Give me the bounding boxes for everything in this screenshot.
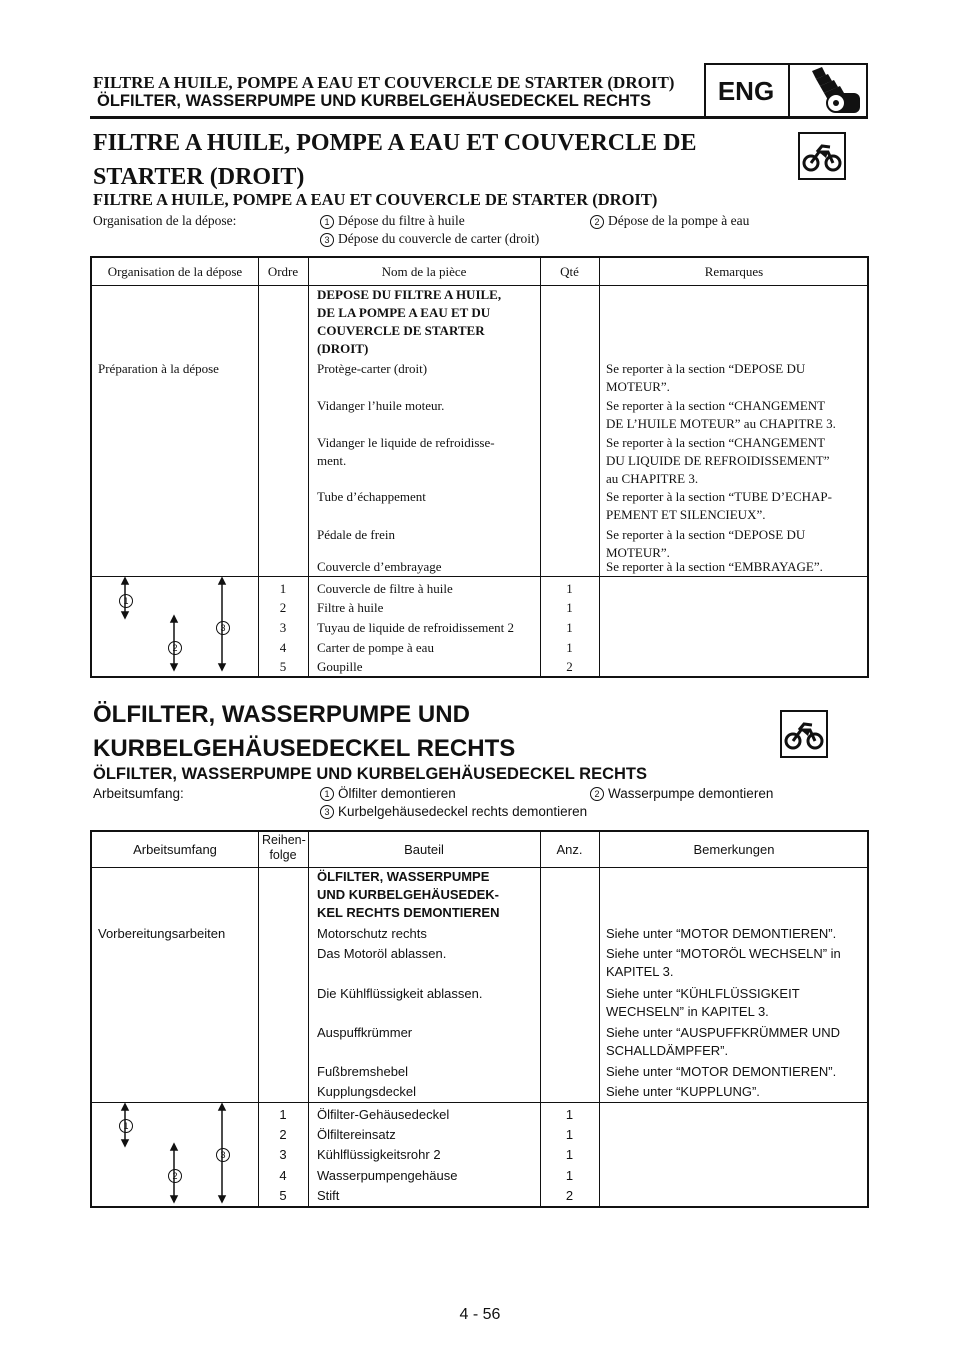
prep-item-remark: Siehe unter “AUSPUFFKRÜMMER UND SCHALLDÄMPFER”. [606, 1025, 841, 1058]
prep-item-remark: Se reporter à la section “CHANGEMENT DE L’HUILE MOTEUR” au CHAPITRE 3. [606, 398, 836, 431]
column-header: Reihen-folge [262, 833, 306, 862]
column-header: Bauteil [404, 842, 444, 857]
prep-item-remark: Siehe unter “MOTOR DEMONTIEREN”. [606, 926, 837, 941]
subtitle-de: ÖLFILTER, WASSERPUMPE UND KURBELGEHÄUSEDECKEL RECHTS [93, 765, 648, 783]
engine-icon [792, 65, 866, 117]
step-1-de [320, 786, 456, 801]
prep-item-name: Das Motoröl ablassen. [317, 946, 447, 961]
prep-item-name: Tube d’échappement [317, 489, 426, 504]
step-marker: 3 [216, 621, 230, 635]
org-label-de: Arbeitsumfang: [93, 786, 184, 801]
running-header-fr: FILTRE A HUILE, POMPE A EAU ET COUVERCLE DE STARTER (DROIT) [93, 73, 675, 92]
prep-item-name: Vidanger l’huile moteur. [317, 398, 445, 413]
step-text: Wasserpumpe demontieren [608, 786, 774, 801]
prep-item-name: Auspuffkrümmer [317, 1025, 413, 1040]
column-header: Arbeitsumfang [133, 842, 217, 857]
section-title-fr: FILTRE A HUILE, POMPE A EAU ET COUVERCLE DE STARTER (DROIT) [93, 130, 697, 190]
step-2-de [590, 786, 773, 801]
column-header: Bemerkungen [693, 842, 775, 857]
prep-item-remark: Siehe unter “MOTOR DEMONTIEREN”. [606, 1064, 837, 1079]
prep-item-name: Motorschutz rechts [317, 926, 427, 941]
prep-item-remark: Se reporter à la section “DEPOSE DU MOTEUR”. [606, 361, 806, 394]
step-text: Dépose du filtre à huile [338, 213, 465, 228]
prep-label: Vorbereitungsarbeiten [98, 926, 226, 941]
sequence-arrows [92, 576, 258, 676]
prep-item-remark: Siehe unter “KUPPLUNG”. [606, 1084, 760, 1099]
prep-item-name: Vidanger le liquide de refroidisse- ment. [317, 435, 495, 468]
step-number: 1 [320, 787, 334, 801]
chapter-tab-label: ENG [704, 63, 790, 119]
disassembly-table-fr: Organisation de la dépose Ordre Nom de la pièce Qté Remarques DEPOSE DU FILTRE A HUILE, DE LA POMPE A EAU ET DU COUVERCLE DE STARTER (DROIT) Préparation à la dépose Protège-carter (droit) Se reporter à la section “DEPOSE DU MOTEUR”. Vidanger l’huile moteur. Se reporter à la section “CHANGEMENT DE L’HUILE MOTEUR” au CHAPITRE 3. Vidanger le liquide de refroidisse- ment. Se reporter à la section “CHANGEMENT DU LIQUIDE DE REFROIDISSEMENT” au CHAPITRE 3. Tube d’échappement Se reporter à la section “TUBE D’ECHAP- PEMENT ET SILENCIEUX”. Pédale de frein Se reporter à la section “DEPOSE DU MOTEUR”. Couvercle d’embrayage Se reporter à la section “EMBRAYAGE”. 1 Couvercle de filtre à huile 1 2 Filtre à huile 1 3 Tuyau de liquide de refroidissement 2 1 4 Carter de pompe à eau 1 5 Goupille 2 1 3 2 [90, 256, 869, 678]
step-2-fr [590, 213, 749, 229]
step-number: 3 [320, 805, 334, 819]
step-marker: 3 [216, 1148, 230, 1162]
running-header-de: ÖLFILTER, WASSERPUMPE UND KURBELGEHÄUSEDECKEL RECHTS [97, 92, 652, 110]
step-1-fr [320, 213, 465, 229]
section-title-de: ÖLFILTER, WASSERPUMPE UND KURBELGEHÄUSEDECKEL RECHTS [93, 701, 516, 762]
sequence-arrows [92, 1102, 258, 1206]
prep-item-name: Pédale de frein [317, 527, 395, 542]
step-3-fr [320, 231, 539, 247]
step-marker: 1 [119, 1119, 133, 1133]
column-header: Nom de la pièce [381, 264, 467, 279]
column-header: Qté [560, 264, 579, 279]
org-label-fr: Organisation de la dépose: [93, 213, 237, 228]
step-marker: 2 [168, 641, 182, 655]
prep-item-remark: Siehe unter “MOTORÖL WECHSELN” in KAPITEL 3. [606, 946, 841, 979]
step-text: Dépose du couvercle de carter (droit) [338, 231, 540, 246]
step-3-de [320, 804, 587, 819]
column-header: Ordre [267, 264, 299, 279]
prep-item-remark: Se reporter à la section “DEPOSE DU MOTEUR”. [606, 527, 806, 560]
prep-heading: ÖLFILTER, WASSERPUMPE UND KURBELGEHÄUSEDEK- KEL RECHTS DEMONTIEREN [317, 869, 500, 920]
column-header: Anz. [556, 842, 583, 857]
step-text: Dépose de la pompe à eau [608, 213, 750, 228]
disassembly-table-de: Arbeitsumfang Reihen-folge Bauteil Anz. Bemerkungen ÖLFILTER, WASSERPUMPE UND KURBELGEHÄUSEDEK- KEL RECHTS DEMONTIEREN Vorbereitungsarbeiten Motorschutz rechts Siehe unter “MOTOR DEMONTIEREN”. Das Motoröl ablassen. Siehe unter “MOTORÖL WECHSELN” in KAPITEL 3. Die Kühlflüssigkeit ablassen. Siehe unter “KÜHLFLÜSSIGKEIT WECHSELN” in KAPITEL 3. Auspuffkrümmer Siehe unter “AUSPUFFKRÜMMER UND SCHALLDÄMPFER”. Fußbremshebel Siehe unter “MOTOR DEMONTIEREN”. Kupplungsdeckel Siehe unter “KUPPLUNG”. 1 Ölfilter-Gehäusedeckel 1 2 Ölfiltereinsatz 1 3 Kühlflüssigkeitsrohr 2 1 4 Wasserpumpengehäuse 1 5 Stift 2 1 3 2 [90, 830, 869, 1208]
page-number: 4 - 56 [459, 1306, 501, 1323]
step-number: 2 [590, 215, 604, 229]
prep-heading: DEPOSE DU FILTRE A HUILE, DE LA POMPE A EAU ET DU COUVERCLE DE STARTER (DROIT) [317, 287, 502, 356]
prep-item-name: Kupplungsdeckel [317, 1084, 417, 1099]
column-header: Remarques [704, 264, 764, 279]
step-number: 3 [320, 233, 334, 247]
motorcycle-icon [780, 710, 828, 758]
motorcycle-icon [798, 132, 846, 180]
prep-item-remark: Se reporter à la section “EMBRAYAGE”. [606, 559, 823, 574]
column-header: Organisation de la dépose [107, 264, 243, 279]
prep-item-name: Couvercle d’embrayage [317, 559, 442, 574]
step-marker: 2 [168, 1169, 182, 1183]
prep-item-name: Fußbremshebel [317, 1064, 409, 1079]
prep-item-name: Die Kühlflüssigkeit ablassen. [317, 986, 483, 1001]
prep-item-remark: Se reporter à la section “TUBE D’ECHAP- PEMENT ET SILENCIEUX”. [606, 489, 832, 522]
prep-item-remark: Se reporter à la section “CHANGEMENT DU LIQUIDE DE REFROIDISSEMENT” au CHAPITRE 3. [606, 435, 830, 486]
prep-label: Préparation à la dépose [98, 361, 219, 376]
prep-item-remark: Siehe unter “KÜHLFLÜSSIGKEIT WECHSELN” in KAPITEL 3. [606, 986, 800, 1019]
subtitle-fr: FILTRE A HUILE, POMPE A EAU ET COUVERCLE DE STARTER (DROIT) [93, 190, 658, 209]
prep-item-name: Protège-carter (droit) [317, 361, 428, 376]
step-number: 1 [320, 215, 334, 229]
step-number: 2 [590, 787, 604, 801]
step-marker: 1 [119, 594, 133, 608]
step-text: Kurbelgehäusedeckel rechts demontieren [338, 804, 588, 819]
step-text: Ölfilter demontieren [338, 786, 456, 801]
